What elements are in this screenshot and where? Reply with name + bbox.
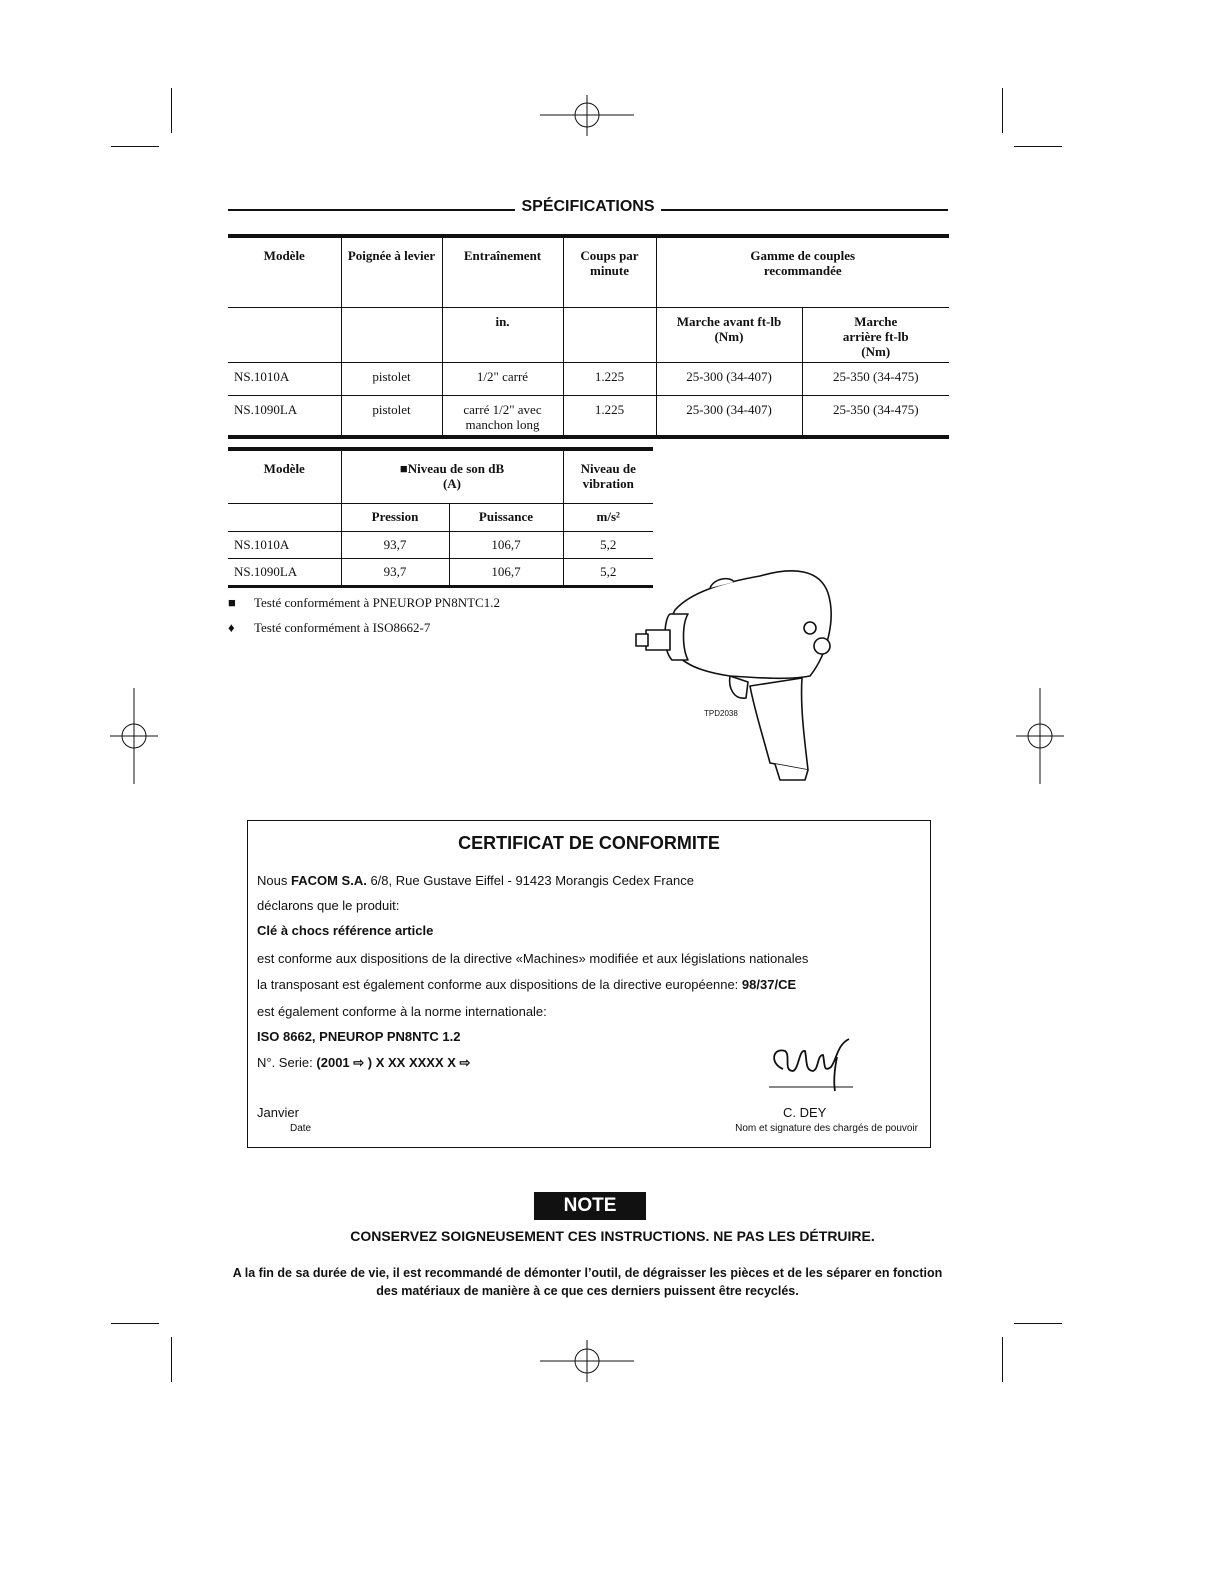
spec-table <box>228 234 949 439</box>
serial-line: N°. Serie: (2001 ⇨ ) X XX XXXX X ⇨ <box>257 1055 471 1070</box>
date-label: Date <box>290 1123 312 1134</box>
header-sound: ■Niveau de son dB (A) <box>341 449 563 504</box>
subheader-drive-unit: in. <box>442 308 563 363</box>
signatory-label: Nom et signature des chargés de pouvoir <box>735 1123 918 1134</box>
subheader-pressure: Pression <box>341 504 449 532</box>
header-vibration: Niveau de vibration <box>563 449 653 504</box>
subheader-vib-unit: m/s² <box>563 504 653 532</box>
certificate-title: CERTIFICAT DE CONFORMITE <box>458 833 720 853</box>
certificate-line: Clé à chocs référence article <box>257 923 434 938</box>
certificate-line: est conforme aux dispositions de la directive «Machines» modifiée et aux législations nationales <box>257 951 809 966</box>
section-title: SPÉCIFICATIONS <box>228 198 948 220</box>
certificate-line: la transposant est également conforme aux dispositions de la directive européenne: 98/37/CE <box>257 977 797 992</box>
header-torque: Gamme de couples recommandée <box>656 236 949 308</box>
header-model: Modèle <box>263 248 305 263</box>
table-row: NS.1090LA pistolet carré 1/2" avec manchon long 1.225 25-300 (34-407) 25-350 (34-475) <box>228 396 949 437</box>
table-row: NS.1090LA 93,7 106,7 5,2 <box>228 559 653 587</box>
table-row: NS.1010A pistolet 1/2" carré 1.225 25-300 (34-407) 25-350 (34-475) <box>228 363 949 396</box>
certificate-line: Nous FACOM S.A. 6/8, Rue Gustave Eiffel - 91423 Morangis Cedex France <box>257 873 694 888</box>
certificate-line: est également conforme à la norme internationale: <box>257 1004 547 1019</box>
impact-wrench-illustration <box>630 558 850 788</box>
keep-instructions-text: CONSERVEZ SOIGNEUSEMENT CES INSTRUCTIONS. NE PAS LES DÉTRUIRE. <box>350 1228 875 1244</box>
table-row: NS.1010A 93,7 106,7 5,2 <box>228 532 653 559</box>
certificate-line: ISO 8662, PNEUROP PN8NTC 1.2 <box>257 1029 461 1044</box>
signatory-name: C. DEY <box>783 1105 827 1120</box>
header-drive: Entraînement <box>442 236 563 308</box>
diamond-bullet-icon: ♦ <box>228 620 235 635</box>
footnote-pneurop: ■ Testé conformément à PNEUROP PN8NTC1.2 <box>228 595 500 610</box>
header-impacts: Coups par minute <box>563 236 656 308</box>
header-handle: Poignée à levier <box>341 236 442 308</box>
note-badge: NOTE <box>534 1192 646 1220</box>
subheader-power: Puissance <box>449 504 563 532</box>
signature-icon <box>763 1033 863 1093</box>
footnote-iso: ♦ Testé conformément à ISO8662-7 <box>228 620 431 635</box>
header-model: Modèle <box>263 461 305 476</box>
recycling-text: A la fin de sa durée de vie, il est recommandé de démonter l’outil, de dégraisser les pièces et de les séparer en fonction des matériaux de manière à ce que ces derniers puissent être recyclés. <box>232 1266 943 1298</box>
subheader-reverse: Marche arrière ft-lb (Nm) <box>802 308 949 363</box>
date-value: Janvier <box>257 1105 299 1120</box>
figure-label: TPD2038 <box>704 709 738 718</box>
square-bullet-icon: ■ <box>228 595 236 610</box>
certificate-line: déclarons que le produit: <box>257 898 400 913</box>
subheader-forward: Marche avant ft-lb (Nm) <box>656 308 802 363</box>
certificate-box <box>247 820 931 1148</box>
sound-table <box>228 447 653 588</box>
